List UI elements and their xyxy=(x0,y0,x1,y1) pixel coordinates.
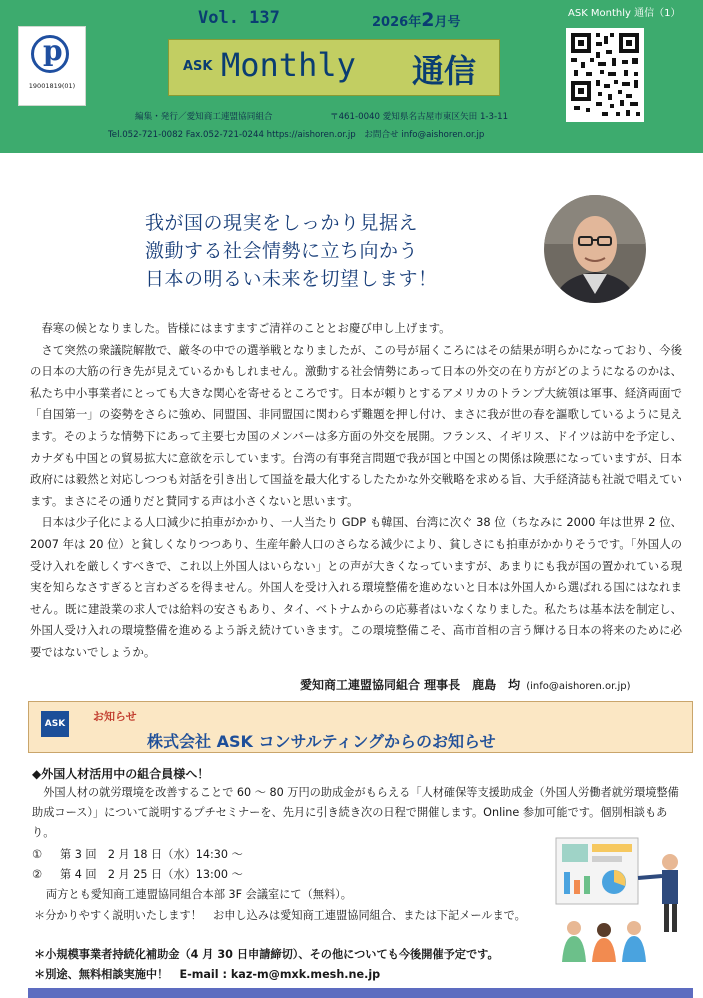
title-tsushin: 通信 xyxy=(412,52,477,90)
notice-banner xyxy=(28,701,693,753)
newsletter-title xyxy=(168,39,500,96)
presentation-illustration xyxy=(552,832,692,972)
schedule-round: 第 3 回 xyxy=(60,848,97,861)
headline-line-2: 激動する社会情勢に立ち向かう xyxy=(145,240,419,262)
seminar-body-text: 外国人材の就労環境を改善することで 60 ～ 80 万円の助成金がもらえる「人材確保等支援助成金（外国人労働者就労環境整備助成コース）」について説明するプチセミナーを、先月に引き続き次の日程で開催します。Online 参加可能です。個別相談もあり。 xyxy=(32,786,679,839)
schedule-date: 2 月 18 日（水）14:30 ～ xyxy=(107,848,243,861)
schedule-mark: ① xyxy=(32,848,43,861)
headline-line-3: 日本の明るい未来を切望します！ xyxy=(145,268,438,290)
schedule-round: 第 4 回 xyxy=(60,868,97,881)
contact-line: Tel.052-721-0082 Fax.052-721-0244 https://aishoren.or.jp お問合せ info@aishoren.or.jp xyxy=(108,130,485,140)
issue-date xyxy=(372,9,460,31)
schedule-date: 2 月 25 日（水）13:00 ～ xyxy=(107,868,243,881)
qr-code-icon xyxy=(566,28,644,122)
subsidy-note: ＊小規模事業者持続化補助金（4 月 30 日申請締切）、その他についても今後開催予定です。 xyxy=(34,948,499,961)
volume-number: Vol. 137 xyxy=(198,8,280,28)
consultation-note: ＊別途、無料相談実施中！ E-mail : kaz-m@mxk.mesh.ne.jp xyxy=(34,968,381,981)
application-note: ＊分かりやすく説明いたします！ お申し込みは愛知商工連盟協同組合、または下記メールまで。 xyxy=(34,909,526,922)
title-monthly: Monthly xyxy=(221,46,356,84)
ask-logo: ASK xyxy=(41,711,69,737)
signature-name: 愛知商工連盟協同組合 理事長 鹿島 均 xyxy=(300,678,521,692)
page-indicator: ASK Monthly 通信（1） xyxy=(568,8,681,19)
chairman-portrait xyxy=(543,194,647,304)
schedule-mark: ② xyxy=(32,868,43,881)
privacy-mark-number: 19001819(01) xyxy=(28,82,76,90)
chairman-message xyxy=(30,318,682,664)
publisher-line: 編集・発行／愛知商工連盟協同組合 xyxy=(135,112,273,122)
issue-year: 2026 xyxy=(372,15,409,30)
headline-line-1: 我が国の現実をしっかり見据え xyxy=(145,212,419,234)
article-paragraph: 春寒の候となりました。皆様にはますますご清祥のこととお慶び申し上げます。 xyxy=(41,321,451,335)
signature xyxy=(300,676,631,693)
notice-title: 株式会社 ASK コンサルティングからのお知らせ xyxy=(147,732,496,751)
footer-bar xyxy=(28,988,693,998)
article-paragraph: さて突然の衆議院解散で、厳冬の中での選挙戦となりましたが、この号が届くころにはその結果が明らかになっており、今後の日本の大筋の行き先が見えているかもしれません。激動する社会情勢にあって日本の外交の在り方がどのようになるのかは、私たち中小事業者にとっても大きな関心を寄せるところです。日本が頼りとするアメリカのトランプ大統領は軍事、経済両面で「自国第一」の姿勢をさらに強め、同盟国、非同盟国に関わらず難題を押し付け、まさに我が世の春を謳歌しているように見えます。そのような情勢下にあって主要七カ国のメンバーは多方面の外交を展開。フランス、イギリス、ドイツは訪中を予定し、カナダも中国との貿易拡大に意欲を示しています。台湾の有事発言問題で我が国と中国との関係は険悪になっていますが、日本政府には毅然と対応しつつも対話を引き出して国益を最大化するしたたかな外交戦略を求める旨、大手経済誌も社説で唱えています。まさにその通りだと賛同する声は小さくないと思います。 xyxy=(30,342,682,508)
issue-year-suffix: 年 xyxy=(408,15,422,30)
publisher-address: 〒461-0040 愛知県名古屋市東区矢田 1-3-11 xyxy=(330,112,509,122)
schedule-item xyxy=(32,866,243,882)
issue-month: 2 xyxy=(421,9,435,31)
seminar-venue: 両方とも愛知商工連盟協同組合本部 3F 会議室にて（無料）。 xyxy=(46,888,352,901)
privacy-mark-icon xyxy=(31,35,69,73)
article-paragraph: 日本は少子化による人口減少に拍車がかかり、一人当たり GDP も韓国、台湾に次ぐ 38 位（ちなみに 2000 年は世界 2 位、2007 年は 20 位）と貧しくなりつつあり、生産年齢人口のさらなる減少により、貧しさにも拍車がかかりそうです。「外国人の受け入れを厳しくすべきで、これ以上外国人はいらない」との声が大きくなっていますが、あまりにも我が国の置かれている現実を知らなさすぎると言わざるを得ません。外国人を受け入れる環境整備を進めないと日本は外国人から選ばれる国にはなれません。既に建設業の求人では給料の安さもあり、タイ、ベトナムからの応募者はいなくなりました。私たちは基本法を制定し、外国人受け入れの環境整備を進めるよう訴え続けていきます。この環境整備こそ、高市首相の言う輝ける日本の将来のために必要ではないでしょうか。 xyxy=(30,515,683,659)
notice-tag: お知らせ xyxy=(93,710,137,723)
issue-month-suffix: 月号 xyxy=(434,15,461,30)
title-ask: ASK xyxy=(183,59,213,74)
privacy-mark-logo xyxy=(18,26,86,106)
seminar-heading: ◆外国人材活用中の組合員様へ！ xyxy=(32,767,210,781)
schedule-item xyxy=(32,846,243,862)
signature-email: (info@aishoren.or.jp) xyxy=(526,681,631,692)
